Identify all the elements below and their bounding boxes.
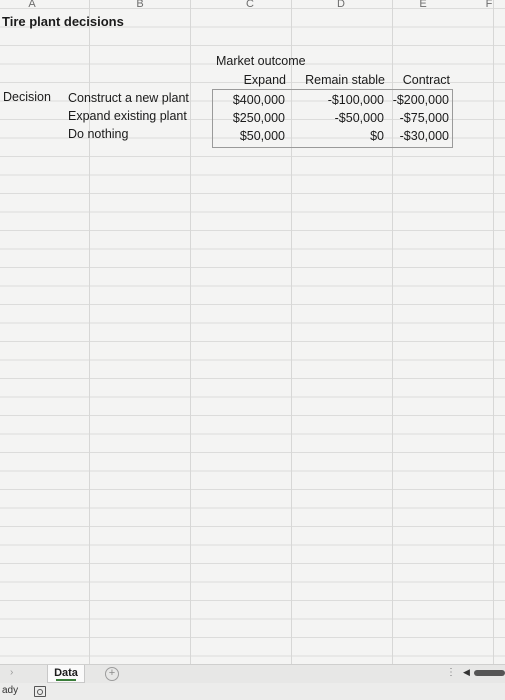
sheet-tab-bar bbox=[0, 664, 505, 683]
decision-expand-existing-plant[interactable]: Expand existing plant bbox=[68, 109, 187, 123]
decision-label[interactable]: Decision bbox=[3, 90, 51, 104]
payoff-cell[interactable]: -$30,000 bbox=[399, 129, 449, 143]
scroll-handle-dots-icon[interactable]: ⋮ bbox=[446, 667, 456, 678]
payoff-cell[interactable]: -$200,000 bbox=[392, 93, 449, 107]
sheet-tab-data[interactable]: Data bbox=[47, 665, 85, 683]
payoff-cell[interactable]: -$100,000 bbox=[327, 93, 384, 107]
payoff-cell[interactable]: $400,000 bbox=[232, 93, 285, 107]
payoff-cell[interactable]: $250,000 bbox=[232, 111, 285, 125]
scroll-left-arrow-icon[interactable]: ◀ bbox=[463, 667, 470, 677]
payoff-cell[interactable]: -$75,000 bbox=[399, 111, 449, 125]
tab-scroll-right-icon[interactable]: › bbox=[10, 667, 14, 678]
payoff-cell[interactable]: $50,000 bbox=[239, 129, 285, 143]
column-header-c[interactable]: C bbox=[246, 0, 254, 10]
column-header-b[interactable]: B bbox=[136, 0, 144, 10]
payoff-cell[interactable]: $0 bbox=[370, 129, 384, 143]
outcome-header-expand[interactable]: Expand bbox=[243, 73, 286, 87]
outcome-header-remain-stable[interactable]: Remain stable bbox=[305, 73, 385, 87]
sheet-title[interactable]: Tire plant decisions bbox=[2, 14, 124, 29]
outcome-header-contract[interactable]: Contract bbox=[402, 73, 450, 87]
column-header-f[interactable]: F bbox=[485, 0, 493, 10]
status-bar bbox=[0, 683, 505, 700]
horizontal-scrollbar-thumb[interactable] bbox=[474, 670, 505, 676]
decision-construct-new-plant[interactable]: Construct a new plant bbox=[68, 91, 189, 105]
accessibility-icon[interactable] bbox=[34, 686, 46, 697]
market-outcome-label[interactable]: Market outcome bbox=[216, 54, 306, 68]
column-header-e[interactable]: E bbox=[419, 0, 427, 10]
column-header-a[interactable]: A bbox=[28, 0, 36, 10]
column-header-d[interactable]: D bbox=[337, 0, 345, 10]
payoff-cell[interactable]: -$50,000 bbox=[334, 111, 384, 125]
status-ready-text: ady bbox=[2, 685, 19, 696]
decision-do-nothing[interactable]: Do nothing bbox=[68, 127, 129, 141]
add-sheet-button[interactable]: + bbox=[105, 667, 119, 681]
